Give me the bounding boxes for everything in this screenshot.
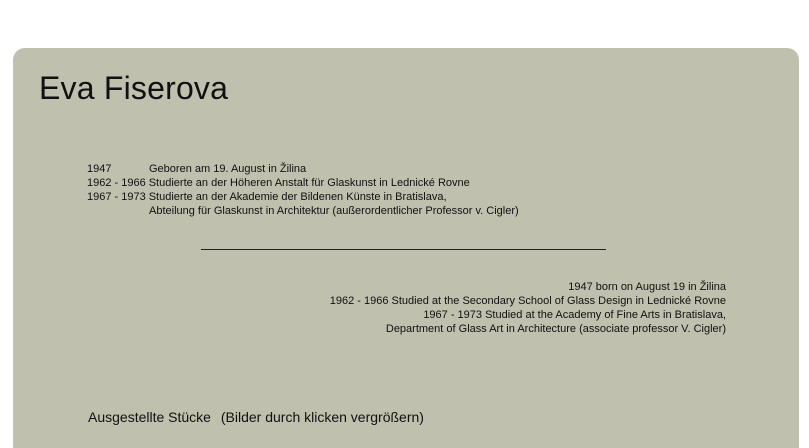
bio-de-year: 1947 bbox=[87, 163, 112, 175]
exhibited-hint: (Bilder durch klicken vergrößern) bbox=[220, 409, 424, 425]
exhibited-pieces-heading bbox=[88, 409, 424, 425]
bio-de-row bbox=[87, 162, 519, 176]
bio-de-row bbox=[87, 190, 519, 204]
biography-english bbox=[330, 280, 726, 336]
bio-de-text: Geboren am 19. August in Žilina bbox=[149, 163, 307, 175]
content-panel bbox=[13, 48, 799, 448]
bio-en-line: 1967 - 1973 Studied at the Academy of Fine Arts in Bratislava, bbox=[423, 309, 726, 321]
bio-en-line: 1947 born on August 19 in Žilina bbox=[568, 281, 726, 293]
biography-german bbox=[87, 162, 519, 218]
bio-de-text: Studierte an der Höheren Anstalt für Glaskunst in Lednické Rovne bbox=[148, 177, 470, 189]
bio-de-text: Abteilung für Glaskunst in Architektur (außerordentlicher Professor v. Cigler) bbox=[149, 205, 519, 217]
page-title: Eva Fiserova bbox=[39, 70, 229, 106]
bio-de-row bbox=[87, 204, 519, 218]
bio-de-year: 1962 - 1966 bbox=[87, 177, 146, 189]
bio-de-text: Studierte an der Akademie der Bildenen Künste in Bratislava, bbox=[148, 191, 447, 203]
bio-de-row bbox=[87, 176, 519, 190]
bio-en-line: 1962 - 1966 Studied at the Secondary School of Glass Design in Lednické Rovne bbox=[329, 295, 726, 307]
bio-en-line: Department of Glass Art in Architecture (associate professor V. Cigler) bbox=[385, 323, 726, 335]
divider bbox=[201, 249, 606, 250]
exhibited-label: Ausgestellte Stücke bbox=[88, 409, 211, 425]
bio-de-year: 1967 - 1973 bbox=[87, 191, 146, 203]
